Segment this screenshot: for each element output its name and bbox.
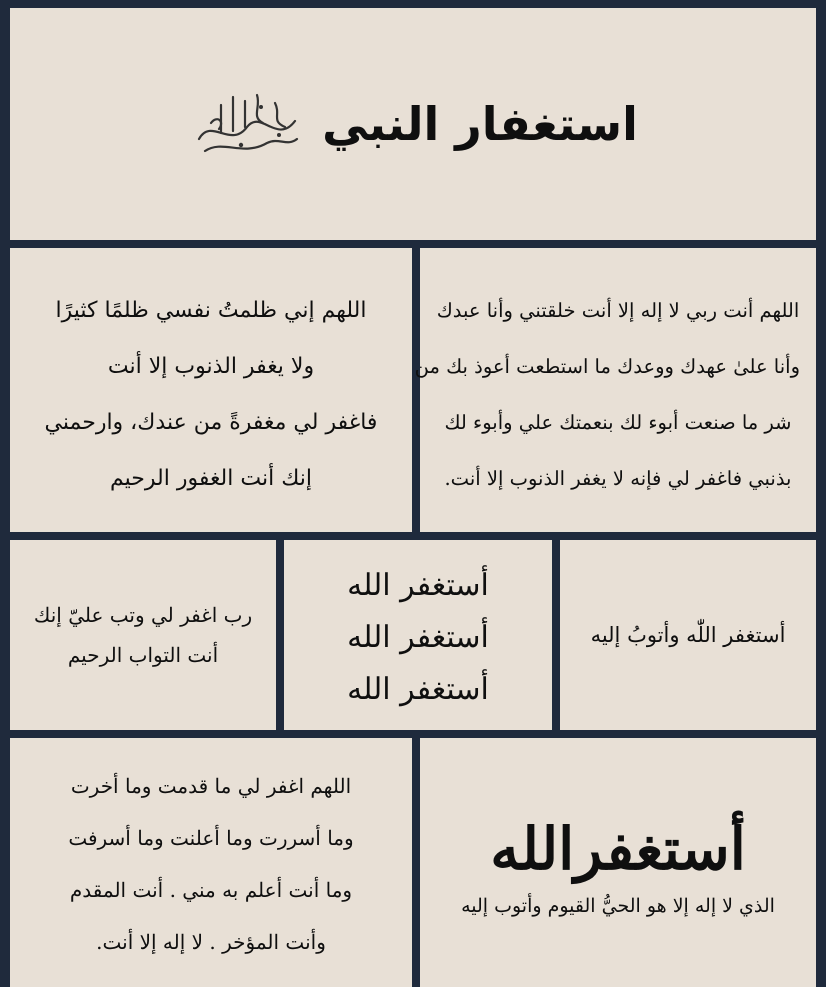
calligraphy-astaghfirullah: أستغفرالله bbox=[490, 814, 746, 883]
dua-card-zalamtu-nafsi bbox=[10, 248, 412, 532]
dua-line: بذنبي فاغفر لي فإنه لا يغفر الذنوب إلا أنت. bbox=[444, 467, 792, 490]
dua-line: أستغفر الله bbox=[347, 568, 489, 603]
dua-line: وما أسررت وما أعلنت وما أسرفت bbox=[68, 825, 354, 850]
dua-card-astaghfirullah-x3 bbox=[284, 540, 552, 730]
dua-line: أستغفر اللّٰه وأتوبُ إليه bbox=[590, 623, 786, 647]
dua-line: الذي لا إله إلا هو الحيُّ القيوم وأتوب إليه bbox=[461, 895, 775, 918]
calligraphy-seal bbox=[188, 84, 306, 164]
dua-card-astaghfirullah-wa-atubu bbox=[560, 540, 816, 730]
dua-line: ولا يغفر الذنوب إلا أنت bbox=[107, 354, 315, 379]
dua-card-sayyid-al-istighfar bbox=[414, 248, 816, 532]
dua-line: أستغفر الله bbox=[347, 620, 489, 655]
dua-line: إنك أنت الغفور الرحيم bbox=[110, 466, 312, 491]
dua-line: وما أنت أعلم به مني . أنت المقدم bbox=[69, 877, 353, 902]
dua-line: وأنت المؤخر . لا إله إلا أنت. bbox=[96, 929, 326, 954]
dua-line: اللهم إني ظلمتُ نفسي ظلمًا كثيرًا bbox=[55, 298, 367, 323]
dua-line: وأنا علىٰ عهدك ووعدك ما استطعت أعوذ بك من bbox=[414, 355, 800, 378]
dua-line: شر ما صنعت أبوء لك بنعمتك علي وأبوء لك bbox=[444, 411, 792, 434]
dua-card-rabbighfirli bbox=[10, 540, 276, 730]
page-title: استغفار النبي bbox=[322, 97, 638, 151]
dua-line: رب اغفر لي وتب عليّ إنك bbox=[33, 603, 253, 627]
title-card bbox=[10, 8, 816, 240]
dua-card-ma-qaddamtu bbox=[10, 738, 412, 987]
dua-line: أنت التواب الرحيم bbox=[67, 643, 219, 667]
dua-line: فاغفر لي مغفرةً من عندك، وارحمني bbox=[44, 410, 378, 435]
dua-card-astaghfirullah-calligraphy bbox=[420, 738, 816, 987]
dua-line: اللهم أنت ربي لا إله إلا أنت خلقتني وأنا عبدك bbox=[436, 299, 800, 322]
dua-line: أستغفر الله bbox=[347, 672, 489, 707]
dua-line: اللهم اغفر لي ما قدمت وما أخرت bbox=[70, 773, 352, 798]
